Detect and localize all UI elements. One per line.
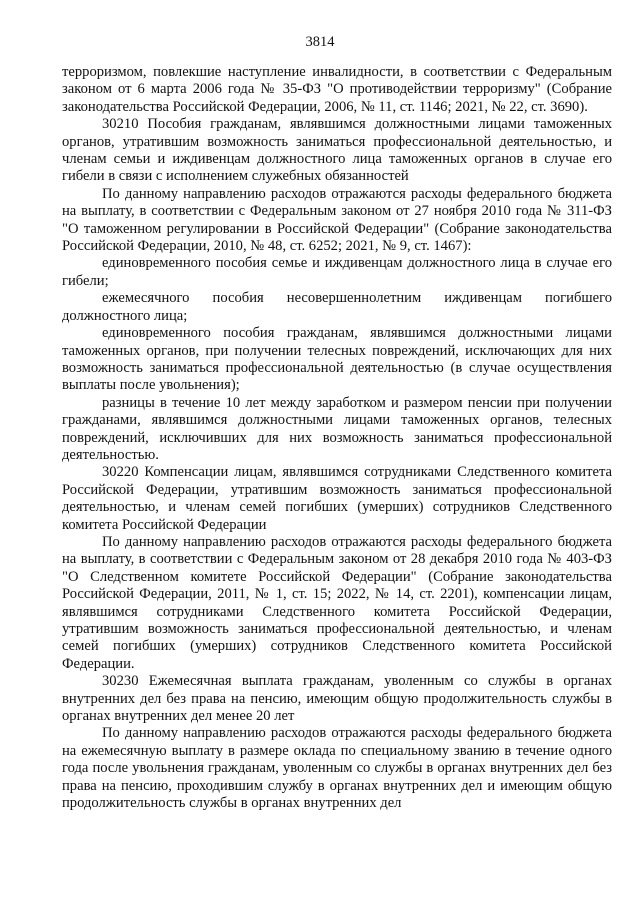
page-number: 3814	[305, 34, 335, 50]
list-item: ежемесячного пособия несовершеннолетним иждивенцам погибшего должностного лица;	[62, 290, 612, 324]
document-body	[62, 64, 612, 812]
section-heading-30220: 30220 Компенсации лицам, являвшимся сотрудниками Следственного комитета Российской Федерации, утратившим возможность заниматься профессиональной деятельностью, и членам семей погибших (умерших) сотрудников Следственного комитета Российской Федерации	[62, 464, 612, 533]
list-item: единовременного пособия гражданам, являвшимся должностными лицами таможенных органов, при получении телесных повреждений, исключающих для них возможность заниматься профессиональной деятельностью (в случае осуществления выплаты после увольнения);	[62, 325, 612, 394]
paragraph: По данному направлению расходов отражаются расходы федерального бюджета на выплату, в соответствии с Федеральным законом от 27 ноября 2010 года № 311-ФЗ "О таможенном регулировании в Российской Федерации" (Собрание законодательства Российской Федерации, 2010, № 48, ст. 6252; 2021, № 9, ст. 1467):	[62, 185, 612, 255]
paragraph-continuation: терроризмом, повлекшие наступление инвалидности, в соответствии с Федеральным законом от 6 марта 2006 года № 35-ФЗ "О противодействии терроризму" (Собрание законодательства Российской Федерации, 2006, № 11, ст. 1146; 2021, № 22, ст. 3690).	[62, 64, 612, 115]
section-heading-30230: 30230 Ежемесячная выплата гражданам, уволенным со службы в органах внутренних дел без права на пенсию, имеющим общую продолжительность службы в органах внутренних дел менее 20 лет	[62, 673, 612, 725]
section-heading-30210: 30210 Пособия гражданам, являвшимся должностными лицами таможенных органов, утратившим возможность заниматься профессиональной деятельностью, и членам семьи и иждивенцам должностного лица таможенных органов в случае его гибели в связи с исполнением служебных обязанностей	[62, 116, 612, 185]
list-item: разницы в течение 10 лет между заработком и размером пенсии при получении гражданами, являвшимся должностными лицами таможенных органов, телесных повреждений, исключивших для них возможность заниматься профессиональной деятельностью.	[62, 394, 612, 463]
list-item: единовременного пособия семье и иждивенцам должностного лица в случае его гибели;	[62, 255, 612, 289]
paragraph: По данному направлению расходов отражаются расходы федерального бюджета на ежемесячную выплату в размере оклада по специальному званию в течение одного года после увольнения гражданам, уволенным со службы в органах внутренних дел без права на пенсию, проходившим службу в органах внутренних дел и имеющим общую продолжительность службы в органах внутренних дел	[62, 725, 612, 812]
paragraph: По данному направлению расходов отражаются расходы федерального бюджета на выплату, в соответствии с Федеральным законом от 28 декабря 2010 года № 403-ФЗ "О Следственном комитете Российской Федерации" (Собрание законодательства Российской Федерации, 2011, № 1, ст. 15; 2022, № 14, ст. 2201), компенсации лицам, являвшимся сотрудниками Следственного комитета Российской Федерации, утратившим возможность заниматься профессиональной деятельностью, и членам семей погибших (умерших) сотрудников Следственного комитета Российской Федерации.	[62, 533, 612, 672]
